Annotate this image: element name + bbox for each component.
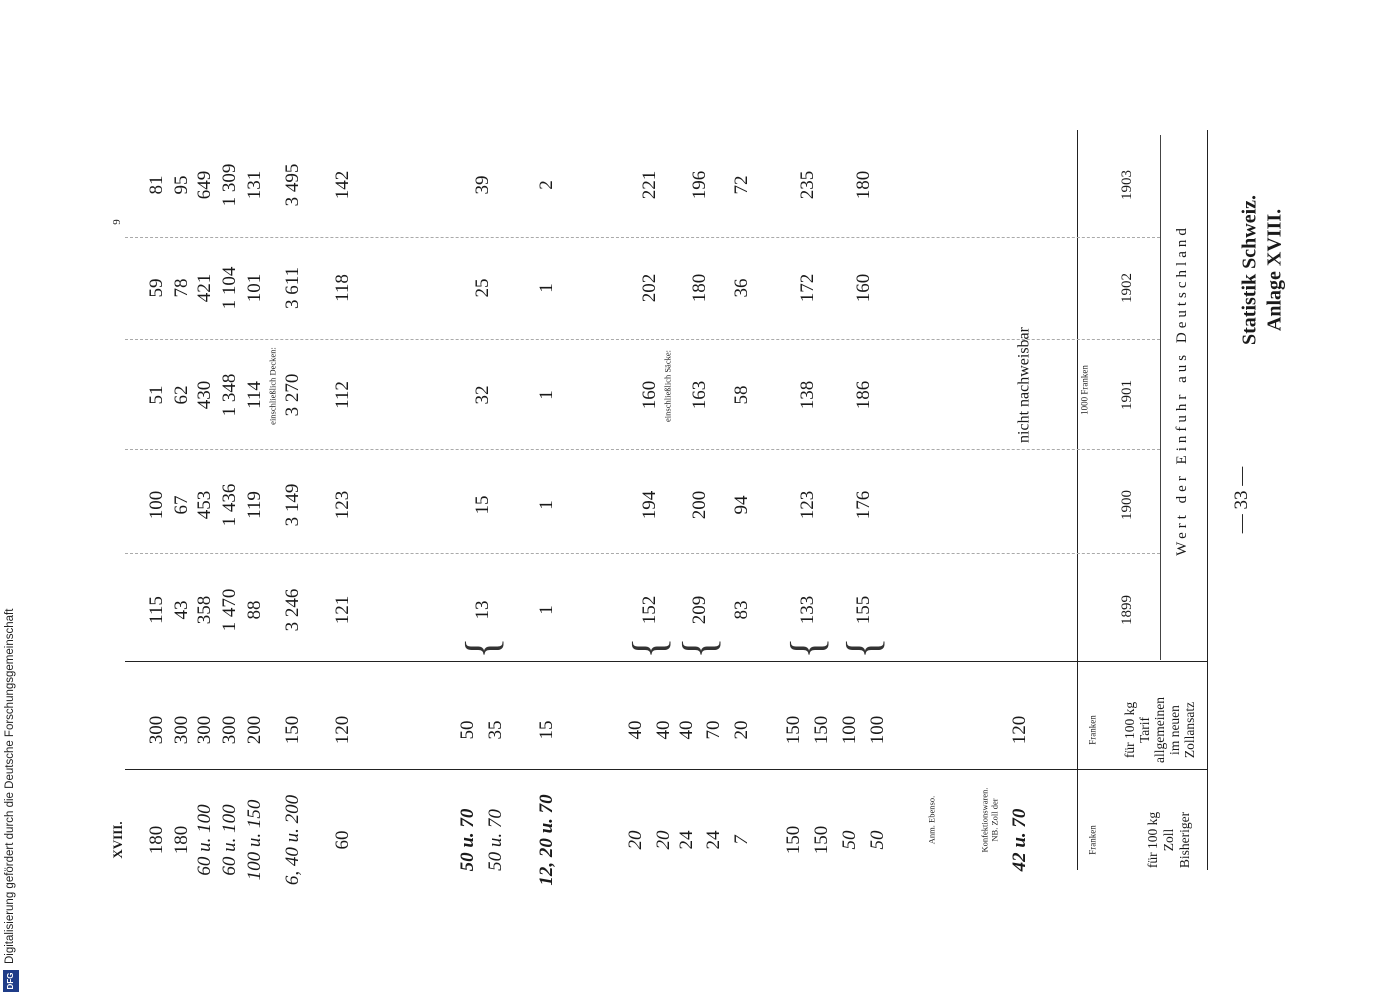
value-1900: 453 (194, 490, 216, 520)
value-1899: 43 (171, 600, 193, 620)
group-value-1903: 39 (472, 175, 494, 195)
row-new-duty: 120 (332, 715, 354, 745)
value-1902: 118 (332, 274, 354, 302)
value-1900: 100 (146, 490, 168, 520)
group-value-1901: 186 (853, 380, 875, 410)
value-group-rule (1160, 135, 1161, 660)
group-value-1903: 72 (731, 175, 753, 195)
header-col2-line4: Tarif (1136, 716, 1152, 744)
group-value-1902: 172 (797, 273, 819, 303)
value-1901: 430 (194, 380, 216, 410)
header-col2-line5: für 100 kg (1121, 701, 1137, 759)
value-1899: 3 246 (282, 588, 304, 632)
incl-decken-note: einschließlich Decken: (267, 347, 278, 425)
group-value-1900: 200 (689, 490, 711, 520)
value-1902: 1 104 (219, 266, 241, 310)
row-new-duty: 15 (536, 720, 558, 740)
group-brace: { (837, 637, 890, 659)
row-old-duty: 24 (676, 830, 698, 850)
row-old-duty: 150 (783, 825, 805, 855)
group-brace: { (456, 637, 509, 659)
header-bottom-rule (1077, 130, 1078, 870)
not-available-note: nicht nachweisbar (1015, 327, 1033, 443)
row-new-duty: 150 (811, 715, 833, 745)
row-new-duty: 100 (867, 715, 889, 745)
value-1901: 3 270 (282, 373, 304, 417)
value-1903: 2 (536, 180, 558, 190)
anlage-subtitle: Statistik Schweiz. (1238, 195, 1261, 345)
row-new-duty: 20 (731, 720, 753, 740)
group-value-1899: 133 (797, 595, 819, 625)
row-new-duty: 100 (839, 715, 861, 745)
value-1901: 51 (146, 385, 168, 405)
group-value-1900: 94 (731, 495, 753, 515)
year-divider (125, 553, 1160, 554)
group-value-1899: 155 (853, 595, 875, 625)
row-new-duty: 35 (485, 720, 507, 740)
table-top-rule (1207, 130, 1208, 870)
row-new-duty: 40 (676, 720, 698, 740)
value-unit: 1000 Franken (1079, 365, 1090, 415)
value-1900: 67 (171, 495, 193, 515)
row-new-duty: 300 (194, 715, 216, 745)
row-old-duty: 50 (867, 830, 889, 850)
group-value-1901: 163 (689, 380, 711, 410)
row-old-duty: 6, 40 u. 200 (282, 794, 304, 886)
row-new-duty: 70 (703, 720, 725, 740)
header-col2-line1: Zollansatz (1181, 701, 1197, 759)
row-new-duty: 150 (282, 715, 304, 745)
group-value-1901: 160 (639, 380, 661, 410)
group-value-1903: 180 (853, 170, 875, 200)
row-old-duty: 60 u. 100 (194, 804, 216, 876)
row-new-duty: 200 (244, 715, 266, 745)
row-old-duty: 100 u. 150 (244, 799, 266, 881)
row-old-duty: 20 (625, 830, 647, 850)
year-divider (125, 339, 1160, 340)
year-divider (125, 237, 1160, 238)
value-1901: 1 348 (219, 373, 241, 417)
group-value-1899: 209 (689, 595, 711, 625)
value-1900: 123 (332, 490, 354, 520)
row-old-duty: 60 u. 100 (219, 804, 241, 876)
row-old-duty: 42 u. 70 (1009, 808, 1031, 872)
konfektion-note-2: Konfektionswaren. (979, 787, 990, 853)
row-old-duty: 7 (731, 835, 753, 845)
group-value-1899: 152 (639, 595, 661, 625)
group-value-1900: 15 (472, 495, 494, 515)
value-1902: 78 (171, 278, 193, 298)
row-old-duty: 50 u. 70 (485, 809, 507, 871)
group-value-1899: 83 (731, 600, 753, 620)
group-brace: { (673, 637, 726, 659)
header-col2-unit: Franken (1087, 715, 1098, 745)
konfektion-note-1: NB. Zoll der (989, 798, 1000, 842)
group-value-1901: 58 (731, 385, 753, 405)
value-1899: 115 (146, 596, 168, 624)
value-1903: 649 (194, 170, 216, 200)
value-1902: 1 (536, 283, 558, 293)
row-old-duty: 24 (703, 830, 725, 850)
row-old-duty: 150 (811, 825, 833, 855)
row-old-duty: 50 (839, 830, 861, 850)
row-old-duty: 60 (332, 830, 354, 850)
group-value-1903: 235 (797, 170, 819, 200)
year-1903: 1903 (1119, 170, 1136, 200)
value-1902: 101 (244, 273, 266, 303)
group-value-1901: 138 (797, 380, 819, 410)
digitization-footer (0, 0, 24, 1000)
year-1902: 1902 (1119, 273, 1136, 303)
header-col2-line3: allgemeinen (1151, 697, 1167, 763)
header-col1-line3: für 100 kg (1144, 811, 1160, 869)
value-1899: 1 (536, 605, 558, 615)
group-value-1899: 13 (472, 600, 494, 620)
signature-mark: 9 (111, 219, 124, 225)
value-1899: 88 (244, 600, 266, 620)
row-new-duty: 300 (146, 715, 168, 745)
dfg-logo: DFG (3, 970, 19, 992)
group-value-1902: 202 (639, 273, 661, 303)
row-new-duty: 120 (1009, 715, 1031, 745)
row-old-duty: 180 (146, 825, 168, 855)
row-old-duty: 50 u. 70 (457, 808, 479, 872)
value-1901: 62 (171, 385, 193, 405)
value-1903: 131 (244, 170, 266, 200)
group-value-1900: 176 (853, 490, 875, 520)
group-value-1902: 25 (472, 278, 494, 298)
value-1903: 142 (332, 170, 354, 200)
row-old-duty: 20 (653, 830, 675, 850)
value-1903: 1 309 (219, 163, 241, 207)
value-group-title: Wert der Einfuhr aus Deutschland (1174, 224, 1191, 556)
group-value-1903: 196 (689, 170, 711, 200)
value-1903: 81 (146, 175, 168, 195)
group-value-1902: 160 (853, 273, 875, 303)
digitization-credit: Digitalisierung gefördert durch die Deutsche Forschungsgemeinschaft (4, 608, 16, 964)
value-1900: 1 (536, 500, 558, 510)
group-brace: { (623, 637, 676, 659)
header-col1-line2: Zoll (1160, 828, 1176, 852)
anm-note: Anm. Ebenso. (926, 795, 937, 845)
value-1899: 121 (332, 595, 354, 625)
value-1903: 3 495 (282, 163, 304, 207)
row-new-duty: 40 (625, 720, 647, 740)
group-value-1903: 221 (639, 170, 661, 200)
value-1902: 3 611 (282, 266, 304, 310)
year-1900: 1900 (1119, 490, 1136, 520)
page-number: — 33 — (1231, 466, 1253, 534)
value-1900: 3 149 (282, 483, 304, 527)
col-divider-1 (125, 769, 1207, 770)
value-1900: 119 (244, 491, 266, 519)
group-value-1902: 180 (689, 273, 711, 303)
row-new-duty: 50 (457, 720, 479, 740)
header-col2-line2: im neuen (1166, 705, 1182, 755)
group-value-1902: 36 (731, 278, 753, 298)
row-new-duty: 40 (653, 720, 675, 740)
header-col1-line1: Bisheriger (1176, 811, 1192, 869)
row-new-duty: 300 (171, 715, 193, 745)
value-1899: 358 (194, 595, 216, 625)
value-1900: 1 436 (219, 483, 241, 527)
value-1902: 421 (194, 273, 216, 303)
row-new-duty: 300 (219, 715, 241, 745)
page-label: XVIII. (110, 821, 126, 859)
anlage-title: Anlage XVIII. (1263, 208, 1286, 332)
row-new-duty: 150 (783, 715, 805, 745)
year-1901: 1901 (1119, 380, 1136, 410)
col-divider-2 (125, 661, 1207, 662)
value-1899: 1 470 (219, 588, 241, 632)
value-1901: 114 (244, 381, 266, 409)
group-brace: { (781, 637, 834, 659)
row-old-duty: 180 (171, 825, 193, 855)
header-col1-unit: Franken (1087, 825, 1098, 855)
year-divider (125, 449, 1160, 450)
group-value-1901: 32 (472, 385, 494, 405)
group-value-1900: 194 (639, 490, 661, 520)
value-1903: 95 (171, 175, 193, 195)
value-1901: 1 (536, 390, 558, 400)
value-1902: 59 (146, 278, 168, 298)
row-old-duty: 12, 20 u. 70 (536, 794, 558, 886)
group-value-1900: 123 (797, 490, 819, 520)
value-1901: 112 (332, 381, 354, 409)
incl-saecke-note: einschließlich Säcke: (662, 350, 673, 422)
year-1899: 1899 (1119, 595, 1136, 625)
